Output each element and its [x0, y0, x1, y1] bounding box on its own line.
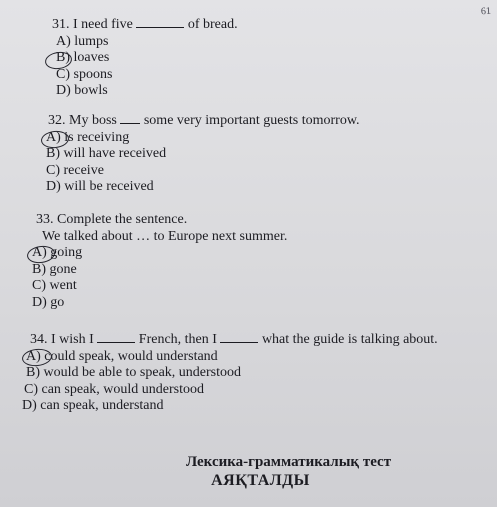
option-a: A) could speak, would understand — [26, 348, 218, 364]
option-b: B) will have received — [46, 146, 167, 161]
question-number: 33. — [36, 212, 54, 227]
question-stem — [30, 332, 438, 349]
question-stem — [48, 113, 360, 130]
question-stem — [52, 17, 238, 34]
option-c: C) can speak, would understood — [24, 381, 205, 397]
stem-text: of bread. — [187, 17, 238, 32]
stem-text: My boss — [69, 113, 117, 128]
footer-subtitle: Лексика-грамматикалық тест — [185, 454, 392, 470]
question-number: 34. — [30, 332, 48, 347]
question-number: 31. — [52, 17, 70, 32]
answer-blank — [120, 113, 140, 124]
stem-text: French, then I — [138, 332, 217, 347]
stem-text: I wish I — [51, 332, 94, 347]
option-c: C) went — [32, 278, 77, 293]
option-a: A) is receiving — [46, 129, 130, 145]
question-33 — [32, 212, 288, 311]
stem-text: some very important guests tomorrow. — [143, 113, 360, 128]
stem-text: what the guide is talking about. — [261, 332, 438, 347]
answer-blank — [97, 332, 135, 343]
option-d: D) will be received — [46, 179, 154, 194]
answer-blank — [220, 332, 258, 343]
question-31 — [52, 17, 238, 100]
option-a: A) lumps — [56, 33, 109, 49]
option-b: B) gone — [32, 261, 77, 277]
option-d: D) bowls — [56, 83, 108, 98]
option-a: A) going — [32, 245, 83, 260]
option-c: C) spoons — [56, 66, 113, 82]
option-d: D) can speak, understand — [22, 398, 164, 413]
question-stem-line-2: We talked about … to Europe next summer. — [42, 228, 288, 244]
question-34 — [22, 332, 438, 415]
question-number: 32. — [48, 113, 66, 128]
option-b: B) loaves — [56, 50, 110, 65]
question-32 — [48, 113, 360, 196]
option-b: B) would be able to speak, understood — [26, 365, 242, 380]
stem-text: I need five — [73, 17, 133, 32]
question-stem — [36, 212, 287, 229]
stem-text: Complete the sentence. — [57, 212, 188, 227]
option-c: C) receive — [46, 162, 104, 178]
page-number: 61 — [480, 5, 492, 18]
answer-blank — [136, 17, 184, 28]
footer-title: АЯҚТАЛДЫ — [211, 472, 310, 489]
option-d: D) go — [32, 294, 65, 310]
